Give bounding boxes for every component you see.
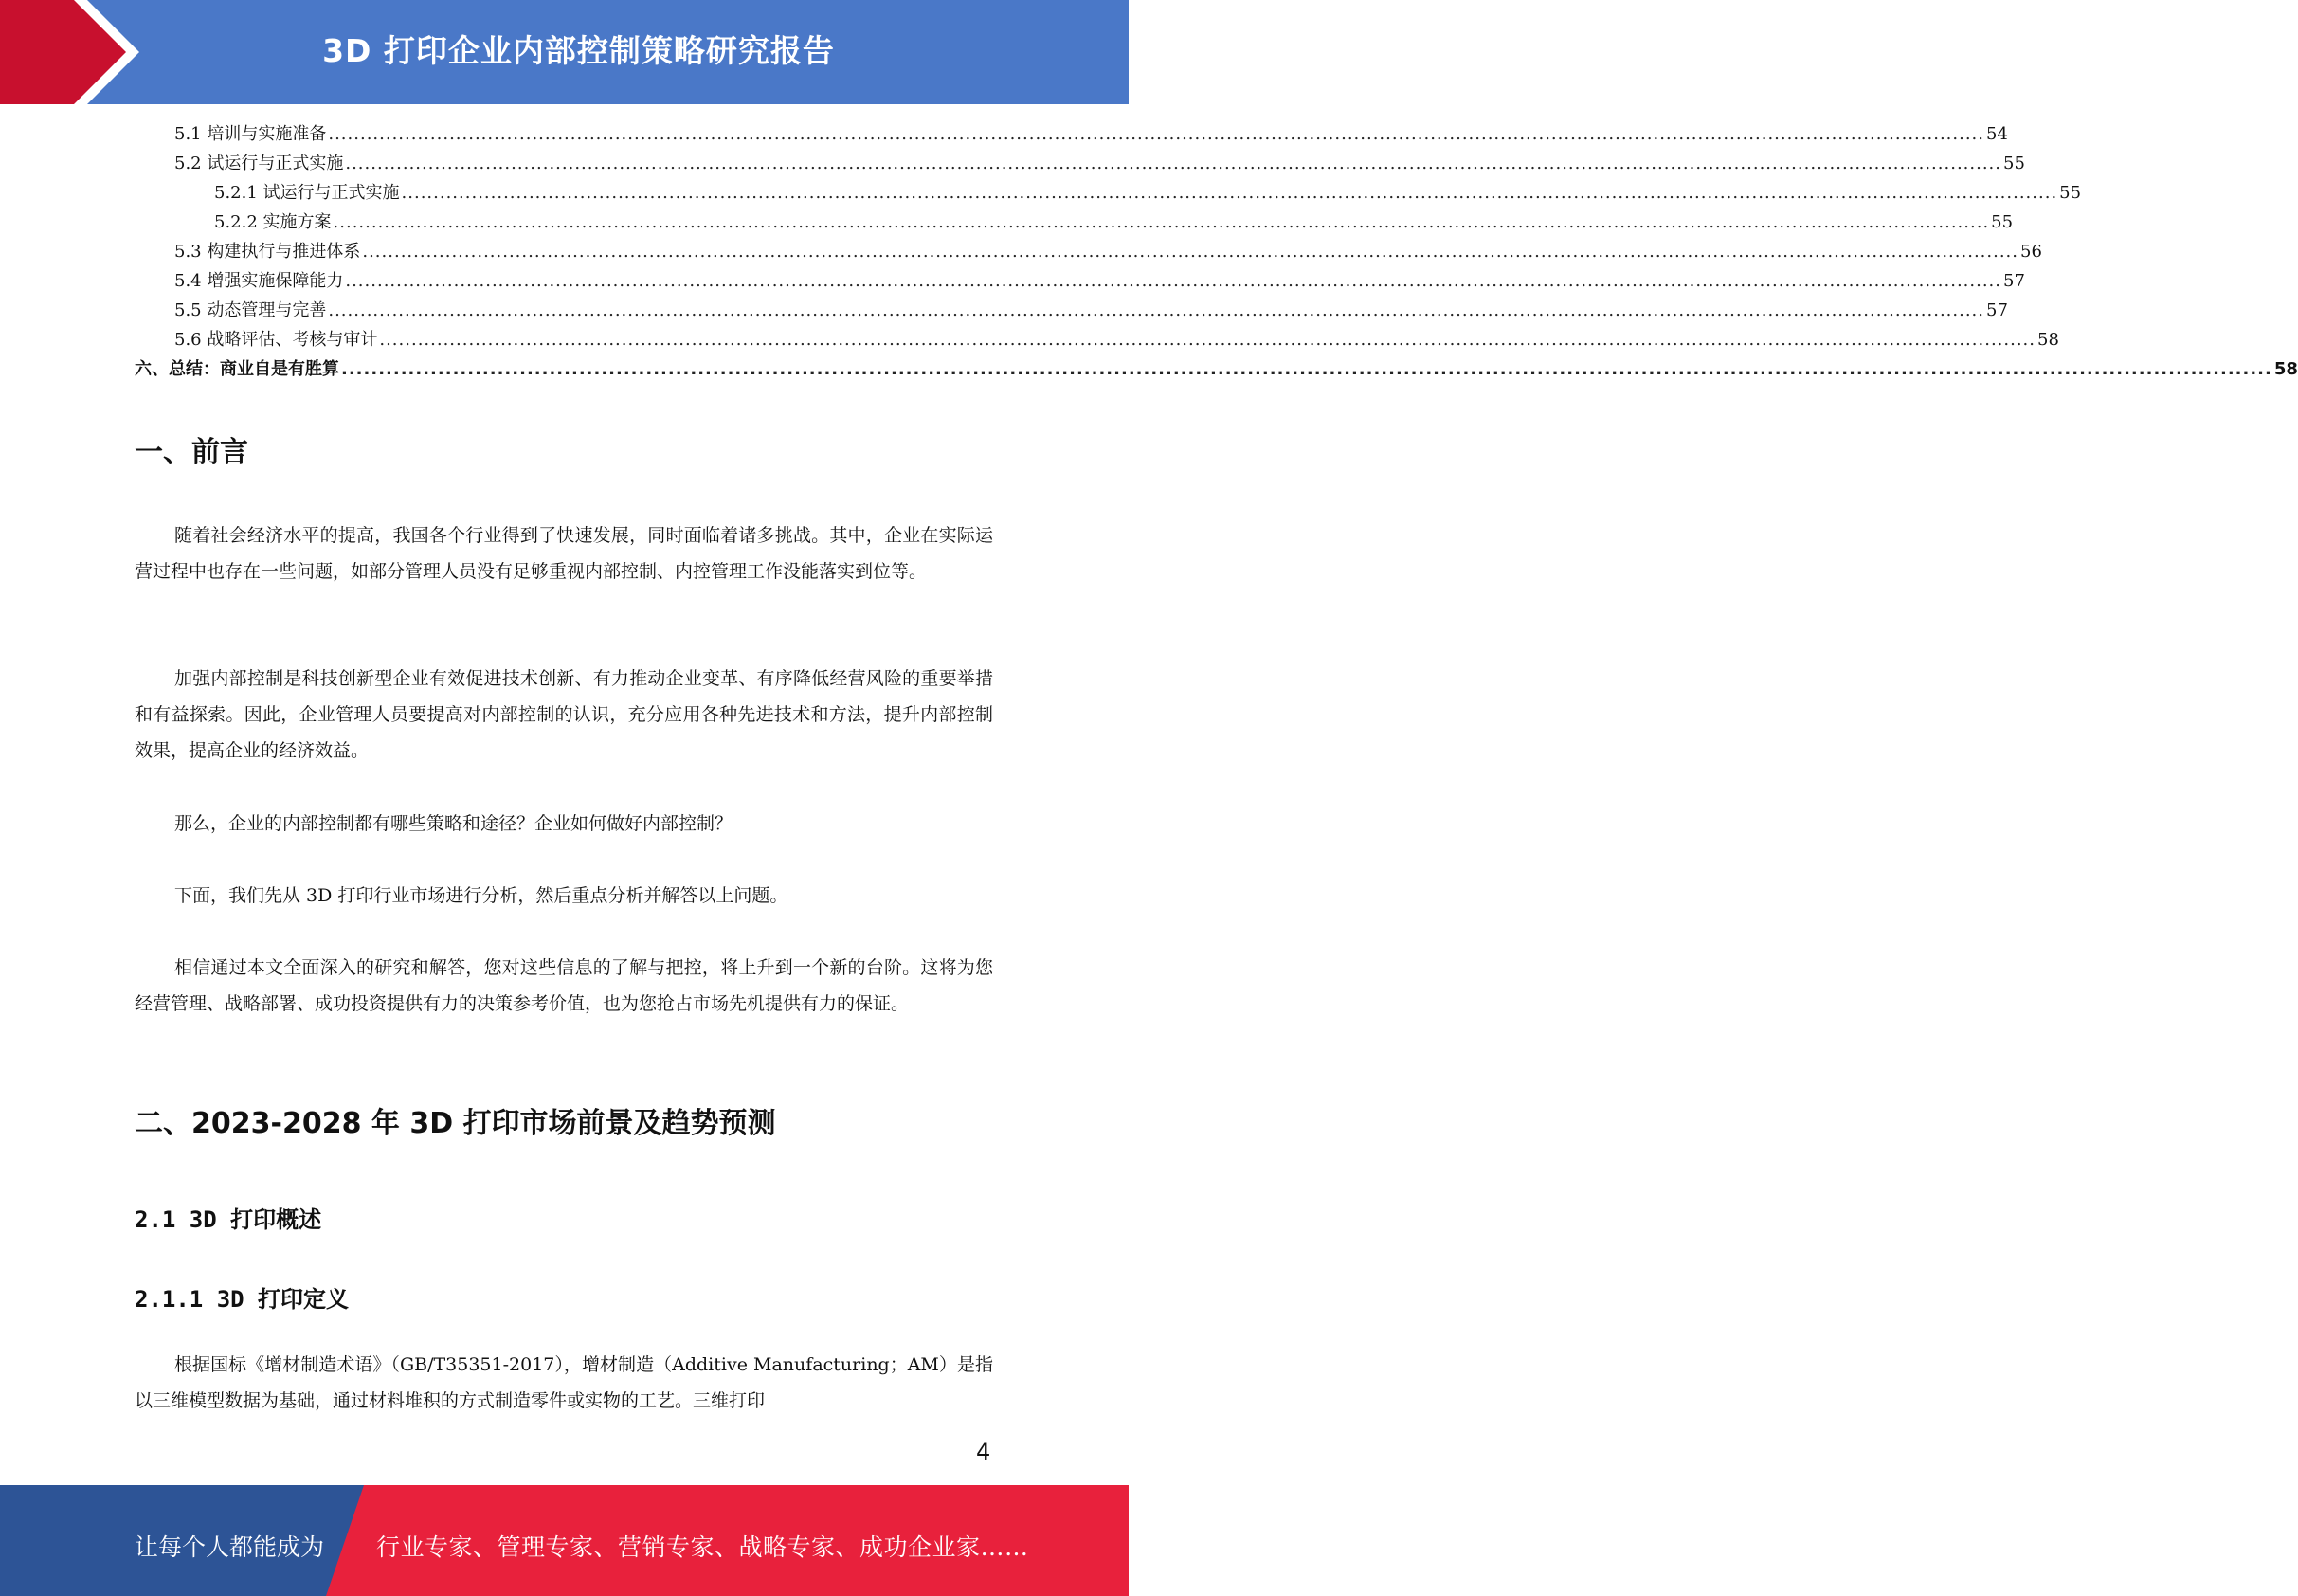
- toc-entry-page: 58: [2037, 330, 2059, 350]
- toc-entry-label: 5.2.1 试运行与正式实施: [214, 183, 400, 203]
- toc-entry-page: 57: [2003, 271, 2025, 291]
- toc-entry-page: 56: [2020, 242, 2042, 262]
- toc-leader-dots: ....................................................................................................................................................................................................................................................................: [328, 300, 1984, 320]
- toc-leader-dots: ....................................................................................................................................................................................................................................................................: [379, 330, 2036, 350]
- paragraph: 加强内部控制是科技创新型企业有效促进技术创新、有力推动企业变革、有序降低经营风险的重要举措和有益探索。因此，企业管理人员要提高对内部控制的认识，充分应用各种先进技术和方法，提升内部控制效果，提高企业的经济效益。: [135, 668, 993, 761]
- toc-entry[interactable]: [135, 326, 2059, 355]
- toc-entry-page: 57: [1986, 300, 2008, 320]
- page-header: [0, 0, 1129, 104]
- toc-entry-label: 5.5 动态管理与完善: [174, 300, 327, 320]
- toc-entry-label: 5.1 培训与实施准备: [174, 124, 327, 144]
- toc-entry[interactable]: [135, 238, 2042, 267]
- toc-leader-dots: ....................................................................................................................................................................................................................................................................: [345, 154, 2001, 173]
- toc-entry[interactable]: [135, 179, 2082, 209]
- toc-entry-label: 5.3 构建执行与推进体系: [174, 242, 361, 262]
- toc-entry-label: 5.2.2 实施方案: [214, 212, 332, 232]
- page-footer: [0, 1485, 1129, 1596]
- toc-entry[interactable]: [135, 267, 2025, 297]
- toc-leader-dots: ....................................................................................................................................................................................................................................................................: [333, 212, 1990, 232]
- paragraph: 那么，企业的内部控制都有哪些策略和途径？企业如何做好内部控制？: [174, 813, 733, 834]
- toc-entry[interactable]: [135, 150, 2025, 179]
- toc-leader-dots: ....................................................................................................................................................................................................................................................................: [401, 183, 2058, 203]
- paragraph: 相信通过本文全面深入的研究和解答，您对这些信息的了解与把控，将上升到一个新的台阶。这将为您经营管理、战略部署、成功投资提供有力的决策参考价值，也为您抢占市场先机提供有力的保证。: [135, 957, 993, 1014]
- table-of-contents: [135, 120, 2298, 385]
- section-heading-market: 二、2023-2028 年 3D 打印市场前景及趋势预测: [135, 1107, 776, 1140]
- footer-slogan-left: 让每个人都能成为: [135, 1533, 325, 1561]
- toc-entry[interactable]: [135, 120, 2008, 150]
- subsection-heading-overview: 2.1 3D 打印概述: [135, 1206, 322, 1233]
- paragraph: 随着社会经济水平的提高，我国各个行业得到了快速发展，同时面临着诸多挑战。其中，企业在实际运营过程中也存在一些问题，如部分管理人员没有足够重视内部控制、内控管理工作没能落实到位等。: [135, 525, 993, 582]
- toc-leader-dots: ....................................................................................................................................................................................................................................................................: [341, 359, 2272, 379]
- toc-entry-page: 55: [2003, 154, 2025, 173]
- toc-leader-dots: ....................................................................................................................................................................................................................................................................: [328, 124, 1984, 144]
- paragraph: 下面，我们先从 3D 打印行业市场进行分析，然后重点分析并解答以上问题。: [174, 885, 788, 906]
- section-heading-preface: 一、前言: [135, 436, 248, 469]
- toc-entry-label: 六、总结：商业自是有胜算: [135, 359, 339, 379]
- toc-entry-page: 54: [1986, 124, 2008, 144]
- toc-entry[interactable]: [135, 209, 2014, 238]
- report-title: 3D 打印企业内部控制策略研究报告: [322, 32, 835, 69]
- toc-entry-page: 55: [2059, 183, 2082, 203]
- toc-entry-page: 55: [1991, 212, 2014, 232]
- toc-leader-dots: ....................................................................................................................................................................................................................................................................: [345, 271, 2001, 291]
- page-number: 4: [976, 1439, 991, 1465]
- toc-entry[interactable]: [135, 355, 2298, 385]
- paragraph: 根据国标《增材制造术语》（GB/T35351-2017），增材制造（Additive Manufacturing；AM）是指以三维模型数据为基础，通过材料堆积的方式制造零件或实物的工艺。三维打印: [135, 1354, 993, 1411]
- toc-entry-label: 5.6 战略评估、考核与审计: [174, 330, 378, 350]
- toc-entry-label: 5.4 增强实施保障能力: [174, 271, 344, 291]
- toc-entry[interactable]: [135, 297, 2008, 326]
- subsection-heading-definition: 2.1.1 3D 打印定义: [135, 1286, 350, 1313]
- toc-leader-dots: ....................................................................................................................................................................................................................................................................: [362, 242, 2018, 262]
- toc-entry-label: 5.2 试运行与正式实施: [174, 154, 344, 173]
- footer-slogan-right: 行业专家、管理专家、营销专家、战略专家、成功企业家……: [376, 1533, 1029, 1561]
- toc-entry-page: 58: [2273, 359, 2298, 379]
